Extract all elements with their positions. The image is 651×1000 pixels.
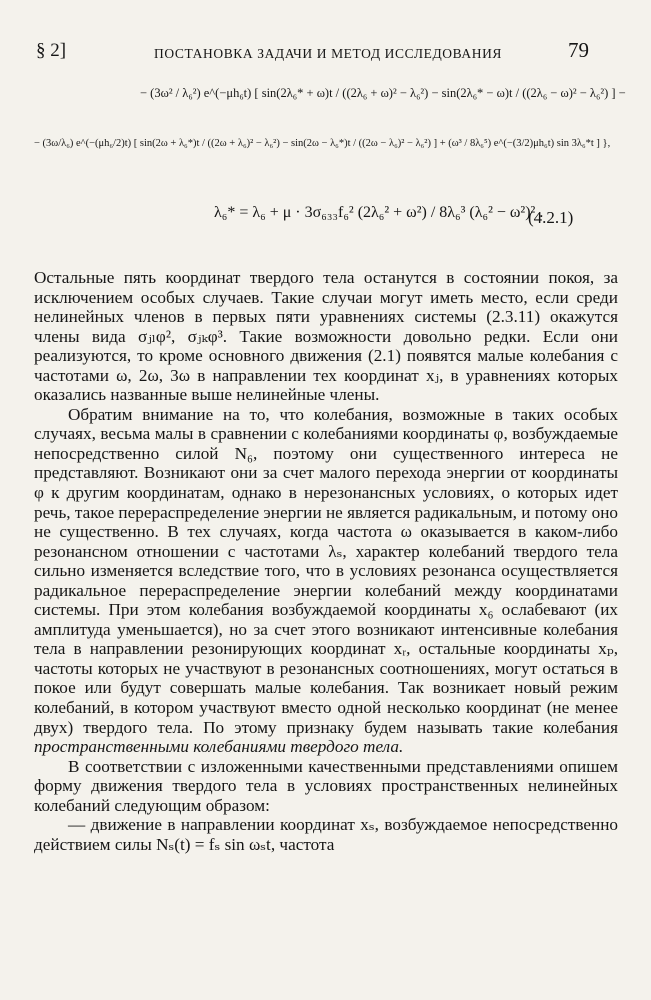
running-title: ПОСТАНОВКА ЗАДАЧИ И МЕТОД ИССЛЕДОВАНИЯ xyxy=(154,46,503,61)
running-header xyxy=(0,0,651,64)
equation-4-2-1 xyxy=(0,78,651,254)
paragraph-3: В соответствии с изложенными качественными представлениями опишем форму движения твердого тела в условиях пространственных нелинейных колебаний следующим образом: xyxy=(34,756,618,815)
italic-term: пространственными колебаниями твердого тела. xyxy=(34,737,404,757)
section-marker: § 2] xyxy=(36,40,67,61)
paragraph-1: Остальные пять координат твердого тела останутся в состоянии покоя, за исключением особых случаев. Такие случаи могут иметь место, если среди нелинейных членов в первых пяти уравнениях системы (2.3.11) окажутся члены вида σⱼₗφ², σⱼₖφ³. Такие возможности довольно редки. Если они реализуются, то кроме основного движения (2.1) появятся малые колебания с частотами ω, 2ω, 3ω в направлении тех координат xⱼ, в уравнениях которых оказались названные выше нелинейные члены. xyxy=(34,268,618,405)
formula-line-1: − (3ω² / λ₆²) e^(−μh₆t) [ sin(2λ₆* + ω)t / ((2λ₆ + ω)² − λ₆²) − sin(2λ₆* − ω)t / ((2λ₆ − ω)² − λ₆²) ] − xyxy=(140,86,626,100)
paragraph-4: — движение в направлении координат xₛ, возбуждаемое непосредственно действием силы Nₛ(t) = fₛ sin ωₛt, частота xyxy=(34,815,618,854)
paragraph-2 xyxy=(34,405,618,757)
equation-number: (4.2.1) xyxy=(528,208,574,227)
body-text xyxy=(34,268,618,854)
paragraph-2-text: Обратим внимание на то, что колебания, возможные в таких особых случаях, весьма малы в сравнении с колебаниями координаты φ, возбуждаемые непосредственно силой N₆, поэтому они существенного интереса не представляют. Возникают они за счет малого перехода энергии от координаты φ к другим координатам, однако в нерезонансных условиях, о которых идет речь, такое перераспределение энергии не является радикальным, и потому оно не существенно. В тех случаях, когда частота ω оказывается в каком-либо резонансном отношении с частотами λₛ, характер колебаний твердого тела сильно изменяется вследствие того, что в условиях резонанса осуществляется радикальное перераспределение энергии колебаний между координатами системы. При этом колебания возбуждаемой координаты x₆ ослабевают (их амплитуда уменьшается), но за счет этого возникают интенсивные колебания тела в направлении резонирующих координат xᵣ, остальные координаты xₚ, частоты которых не участвуют в резонансных соотношениях, могут остаться в покое или будут совершать малые колебания. Так возникает новый режим колебаний, в котором участвуют вместо одной несколько координат (не менее двух) твердого тела. По этому признаку будем называть такие колебания xyxy=(34,404,618,737)
formula-line-3: λ₆* = λ₆ + μ · 3σ₆₃₃f₆² (2λ₆² + ω²) / 8λ₆³ (λ₆² − ω²)² . xyxy=(214,204,544,221)
page-number: 79 xyxy=(568,38,589,62)
formula-line-2: − (3ω/λ₆) e^(−(μh₆/2)t) [ sin(2ω + λ₆*)t / ((2ω + λ₆)² − λ₆²) − sin(2ω − λ₆*)t / ((2ω − λ₆)² − λ₆²) ] + (ω³ / 8λ₆⁵) e^(−(3/2)μh₆t) sin 3λ₆*t ] }, xyxy=(34,138,611,149)
